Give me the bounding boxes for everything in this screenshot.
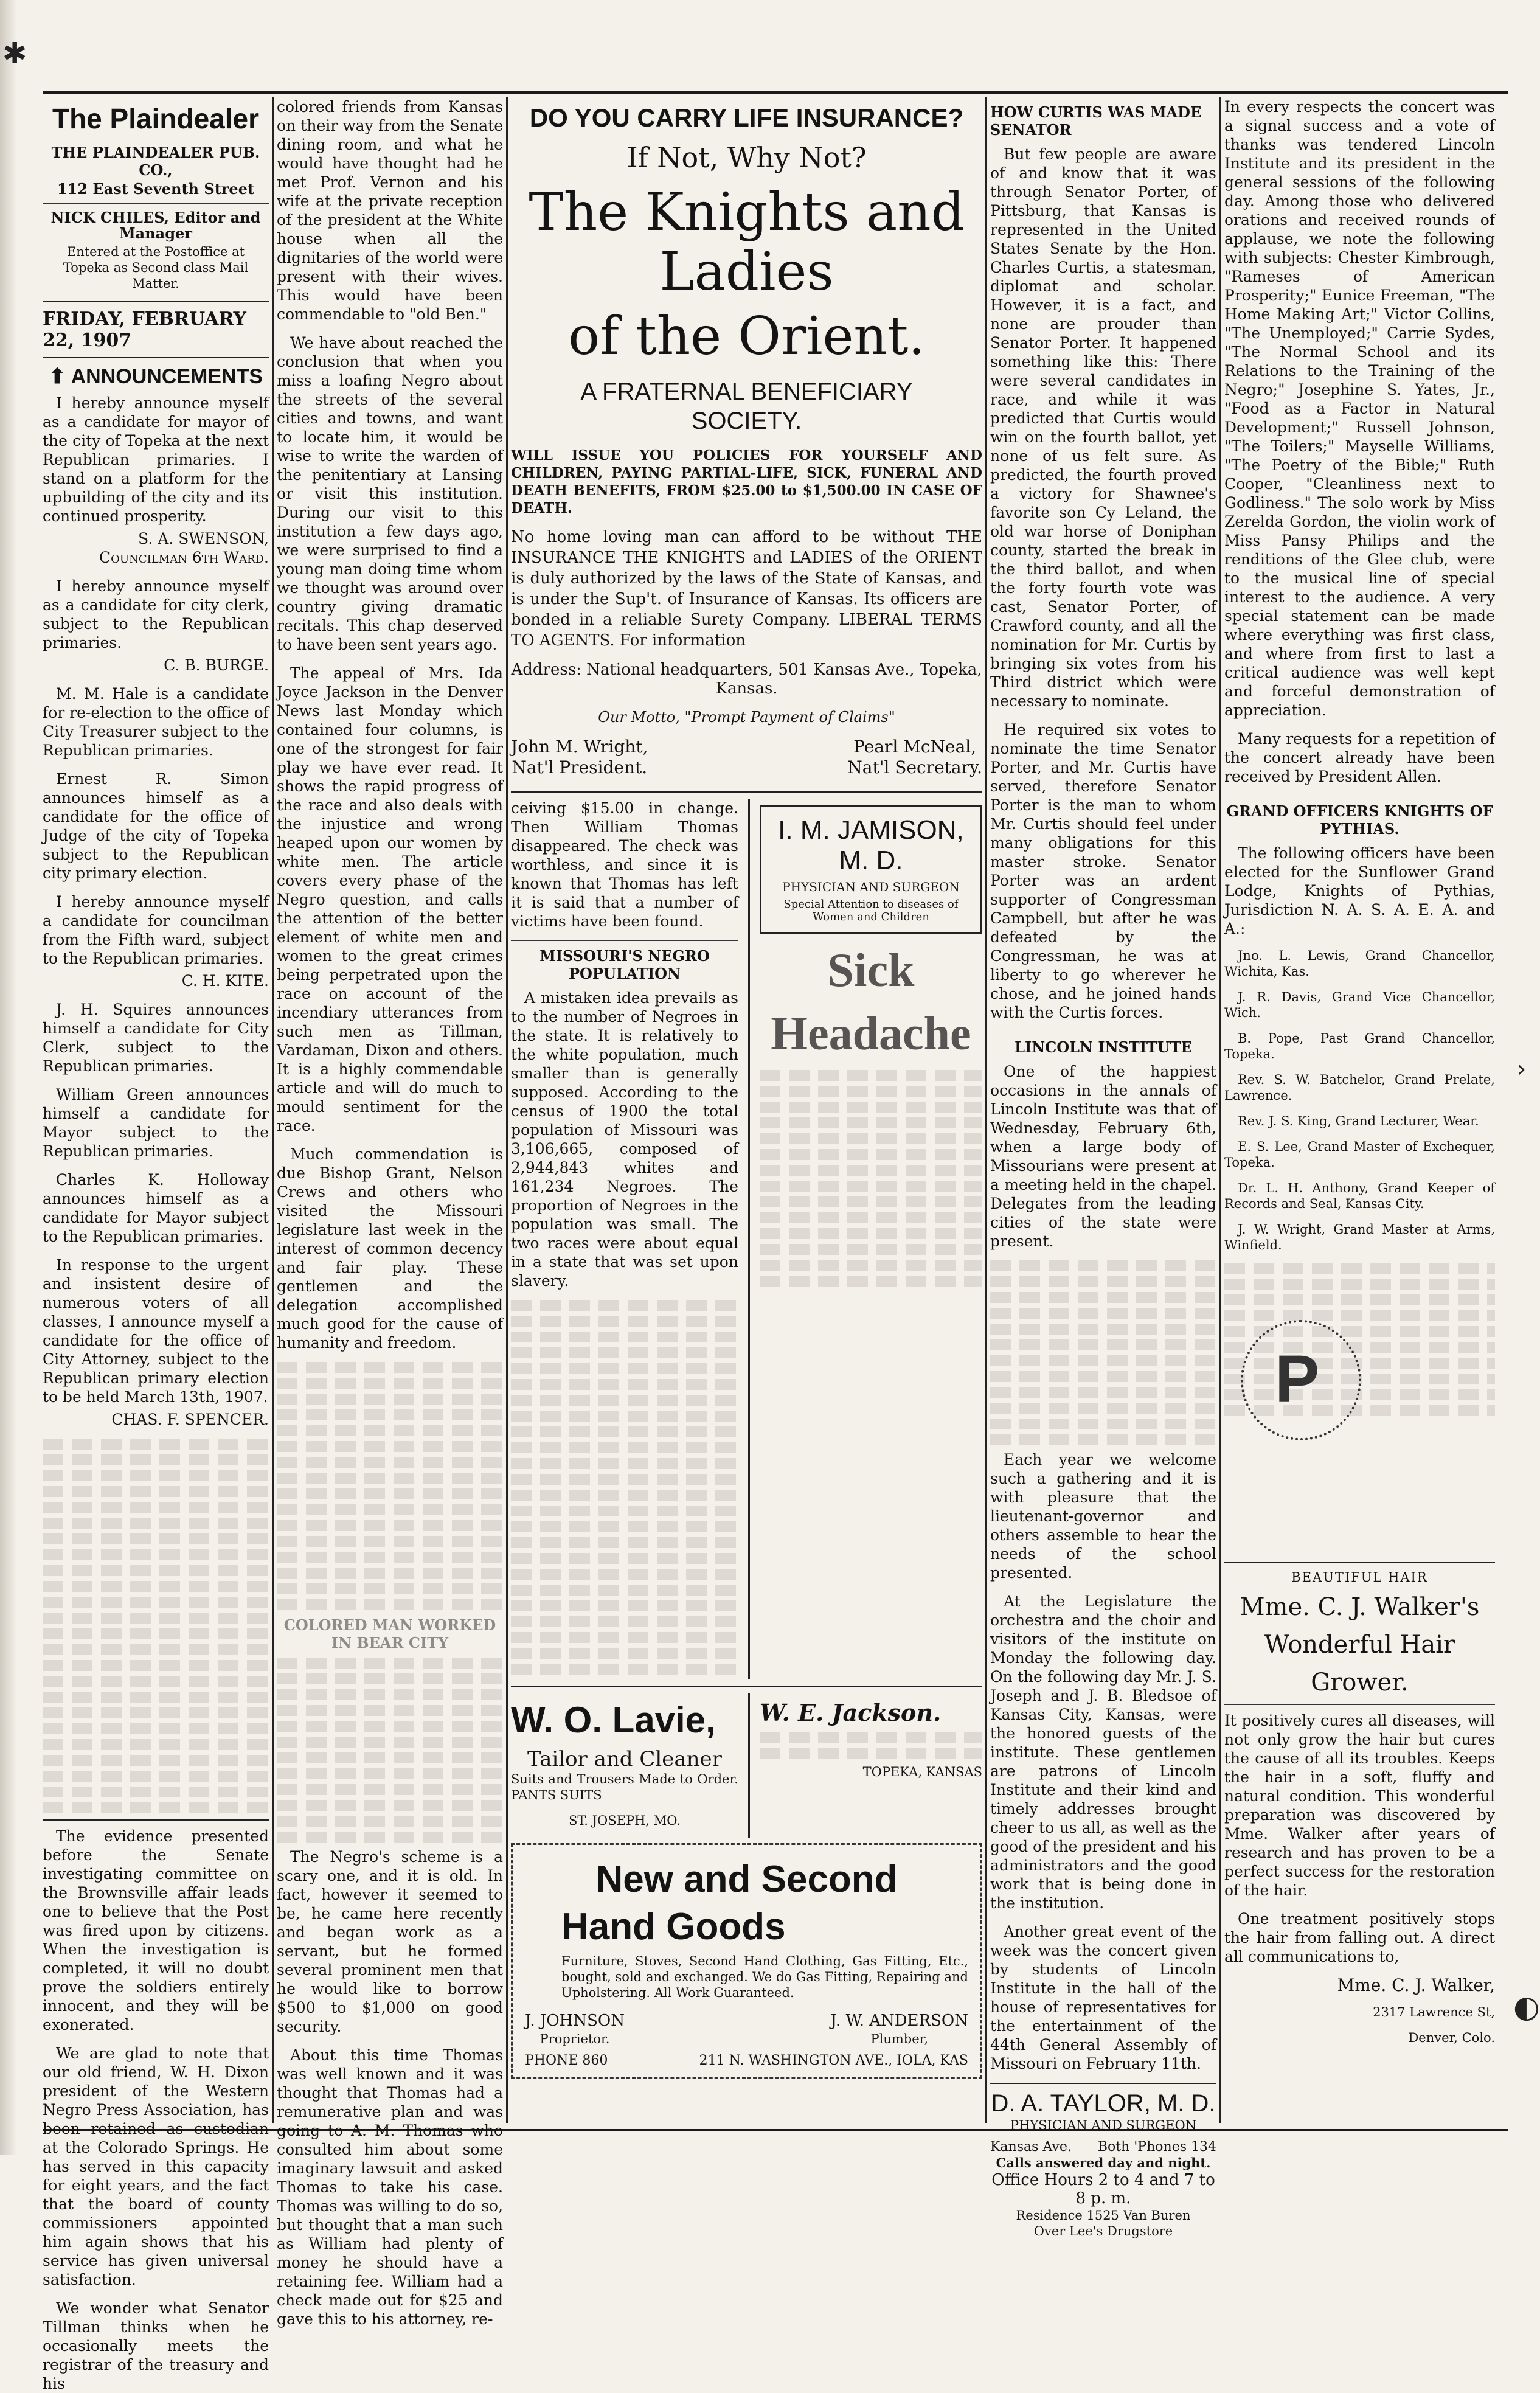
secondhand-ad-plumber-title: Plumber, [870,2032,929,2046]
article-paragraph: He required six votes to nominate the time Senator Porter, and Mr. Curtis have served, therefore Senator Porter is the man to whom Mr. Curtis should feel under many obligations for this master stroke. Senator Porter was an ardent supporter of Congressman Campbell, but after he was defeated by the Congressman, he was at liberty to go wherever he chose, and he joined hands with the Curtis forces. [990,721,1216,1021]
insurance-ad-title: DO YOU CARRY LIFE INSURANCE? [529,103,964,132]
walker-ad-signature: Mme. C. J. Walker, [1337,1975,1495,1995]
insurance-ad [511,103,982,778]
taylor-ad-phone: Both 'Phones 134 [1097,2139,1216,2155]
masthead-entry: Entered at the Postoffice at Topeka as Second class Mail Matter. [63,245,249,291]
column-rule [985,97,987,2123]
editorial-paragraph: Much commendation is due Bishop Grant, Nelson Crews and others who visited the Missouri legislature last week in the interest of common decency and fair play. These gentlemen and the delegation accomplished much good for the cause of humanity and freedom. [277,1145,503,1352]
column-5 [1224,97,1495,2123]
insurance-ad-society-line1: A FRATERNAL BENEFICIARY [580,378,913,405]
announcement [43,684,269,760]
inner-column-rule [748,799,750,1679]
article-heading: MISSOURI'S NEGRO POPULATION [539,947,710,982]
editorial-paragraph: ceiving $15.00 in change. Then William Thomas disappeared. The check was worthless, and since it is known that Thomas has left it is said that a number of victims have been found. [511,799,738,930]
announcement-signature: S. A. SWENSON, Councilman 6th Ward. [99,530,269,566]
sick-headache-ad [760,943,982,1287]
jamison-ad-name: I. M. JAMISON, M. D. [778,815,964,875]
walker-ad-title-line3: Grower. [1311,1669,1409,1697]
announcement [43,577,269,675]
insurance-ad-policies: WILL ISSUE YOU POLICIES FOR YOURSELF AND CHILDREN, PAYING PARTIAL-LIFE, SICK, FUNERAL AND DEATH BENEFITS, FROM $25.00 to $1,500.00 IN CASE OF DEATH. [511,447,982,516]
announcement-text: I hereby announce myself as a candidate for city clerk, subject to the Republican primaries. [43,577,269,651]
masthead-editor: NICK CHILES, Editor and Manager [50,209,261,242]
sick-headache-line2: Headache [771,1007,971,1060]
article-paragraph: Another great event of the week was the concert given by students of Lincoln Institute in the hall of the house of representatives for the entertainment of the 44th General Assembly of Missouri on February 11th. [990,1923,1216,2072]
masthead-title: The Plaindealer [52,103,259,134]
taylor-ad-location: Over Lee's Drugstore [1033,2224,1173,2238]
walker-ad [1224,1569,1495,2046]
jamison-ad-note: Special Attention to diseases of Women and Children [783,898,959,923]
column-rule [1219,97,1221,2123]
lavie-ad-address: ST. JOSEPH, MO. [568,1813,681,1828]
taylor-ad-residence: Residence 1525 Van Buren [1016,2208,1191,2223]
article-heading: COLORED MAN WORKED IN BEAR CITY [283,1616,496,1651]
announcements-heading: ⬆ ANNOUNCEMENTS [48,365,263,388]
article-paragraph: But few people are aware of and know that it was through Senator Porter, of Pittsburg, that Kansas is represented in the United States Senate by the Hon. Charles Curtis, a statesman, diplomat and scholar. However, it is a fact, and none are prouder than Senator Porter. It happened something like this: There were several candidates in race, and while it was predicted that Curtis would win on the fourth ballot, yet none of us felt sure. As predicted, the fourth proved a victory for Shawnee's favorite son Cy Leland, the old war horse of Doniphan county, started the break in the third ballot, and when the forty fourth vote was cast, Senator Porter, of Crawford county, and all the nomination for Mr. Curtis by bringing six votes from his Third district which were necessary to nominate. [990,145,1216,710]
jackson-ad-city: TOPEKA, KANSAS [862,1765,982,1779]
insurance-ad-name-line1: The Knights and Ladies [529,182,965,302]
library-stamp [1241,1320,1361,1440]
announcement-text: I hereby announce myself as a candidate for mayor of the city of Topeka at the next Republican primaries. I stand on a platform for the upbuilding of the city and its continued prosperity. [43,394,269,525]
illegible-text [43,1439,269,1813]
secondhand-ad-title-line2: Hand Goods [561,1906,786,1948]
taylor-ad-address: Kansas Ave. [990,2139,1072,2155]
lavie-ad-line: Tailor and Cleaner [527,1747,722,1771]
walker-ad-title-line1: Mme. C. J. Walker's [1240,1593,1480,1621]
insurance-ad-secretary [847,737,982,778]
insurance-ad-address: Address: National headquarters, 501 Kansas Ave., Topeka, Kansas. [511,661,982,698]
article-heading: HOW CURTIS WAS MADE SENATOR [990,103,1202,139]
walker-ad-outro: One treatment positively stops the hair from falling out. A direct all communications to, [1224,1910,1495,1965]
announcement-signature: CHAS. F. SPENCER. [111,1411,269,1428]
officer-entry: B. Pope, Past Grand Chancellor, Topeka. [1224,1031,1495,1061]
secondhand-ad-plumber-name: J. W. ANDERSON [830,2012,968,2030]
masthead-address: 112 East Seventh Street [57,180,255,198]
lavie-ad [511,1693,738,1838]
secondhand-ad-proprietor [525,2010,625,2047]
secondhand-ad-names [525,2010,968,2047]
illegible-text [760,1732,982,1759]
taylor-ad-name: D. A. TAYLOR, M. D. [991,2090,1216,2117]
top-rule [43,91,1508,94]
illegible-text [277,1658,503,1843]
column-1 [43,97,269,2392]
secondhand-ad-phone: PHONE 860 [525,2053,608,2068]
editorial-paragraph: We are glad to note that our old friend, W. H. Dixon president of the Western Negro Press Association, has been retained as custodian at the Colorado Springs. He has served in this capacity for eight years, and the fact that the board of county commissioners appointed him again shows that his service has given universal satisfaction. [43,2044,269,2288]
announcement-signature: C. B. BURGE. [164,656,269,674]
lavie-ad-detail: Suits and Trousers Made to Order. PANTS SUITS [511,1772,738,1802]
secondhand-ad-proprietor-name: J. JOHNSON [525,2012,625,2030]
illegible-text [511,1300,738,1675]
column-4 [990,97,1216,2238]
insurance-ad-society [511,377,982,436]
taylor-ad-calls: Calls answered day and night. [996,2155,1211,2170]
article-heading: GRAND OFFICERS KNIGHTS OF PYTHIAS. [1226,802,1493,838]
officer-entry: J. R. Davis, Grand Vice Chancellor, Wich. [1224,990,1495,1020]
announcements-heading-text: ANNOUNCEMENTS [71,365,263,388]
column-3-left [511,799,738,1679]
announcement [43,769,269,883]
stamp-letter: P [1275,1342,1320,1417]
announcement-text: Charles K. Holloway announces himself as a candidate for Mayor subject to the Republican primaries. [43,1171,269,1245]
secondhand-ad-detail: Furniture, Stoves, Second Hand Clothing, Gas Fitting, Etc., bought, sold and exchanged. We do Gas Fitting, Repairing and Upholstering. All Work Guaranteed. [561,1954,968,2000]
insurance-ad-secretary-title: Nat'l Secretary. [847,757,982,777]
scan-mark-right: ◐ [1513,1989,1540,2024]
article-paragraph: Each year we welcome such a gathering and it is with pleasure that the lieutenant-governor and others assemble to hear the needs of the school presented. [990,1451,1216,1582]
secondhand-ad-footer [525,2053,968,2068]
secondhand-ad [511,1843,982,2079]
officer-entry: E. S. Lee, Grand Master of Exchequer, Topeka. [1224,1139,1495,1170]
secondhand-ad-address: 211 N. WASHINGTON AVE., IOLA, KAS [699,2053,968,2068]
jackson-ad [760,1693,982,1838]
editorial-paragraph: The evidence presented before the Senate investigating committee on the Brownsville affair leads one to believe that the Post was fired upon by citizens. When the investigation is completed, it will no doubt prove the soldiers entirely innocent, and they will be exonerated. [43,1827,269,2034]
illegible-text [990,1260,1216,1445]
announcement-text: M. M. Hale is a candidate for re-election to the office of City Treasurer subject to the Republican primaries. [43,685,269,759]
secondhand-ad-plumber [831,2010,968,2047]
column-rule [272,97,274,2123]
column-rule [506,97,508,2123]
announcement [43,394,269,567]
announcement [43,1000,269,1075]
illegible-text [277,1362,503,1610]
announcement-text: Ernest R. Simon announces himself as a candidate for the office of Judge of the city of Topeka subject to the Republican city primary election. [43,770,269,882]
secondhand-ad-title-line1: New and Second [595,1858,898,1900]
announcement-signature: C. H. KITE. [181,972,269,990]
inner-column-rule [748,1693,750,1838]
officer-entry: Rev. J. S. King, Grand Lecturer, Wear. [1238,1114,1479,1128]
editorial-paragraph: The Negro's scheme is a scary one, and it is old. In fact, however it seemed to be, he came here recently and began work as a servant, but he formed several prominent men that he would like to borrow $500 to $1,000 on good security. [277,1848,503,2035]
column-3 [511,97,982,2123]
issue-date: FRIDAY, FEBRUARY 22, 1907 [43,308,246,351]
insurance-ad-secretary-name: Pearl McNeal, [853,737,977,757]
column-3-right [760,799,982,1679]
insurance-ad-body: No home loving man can afford to be without THE INSURANCE THE KNIGHTS and LADIES of the ORIENT is duly authorized by the laws of the State of Kansas, and is under the Sup't. of Insurance of Kansas. Its officers are bonded in a reliable Surety Company. LIBERAL TERMS TO AGENTS. For information [511,528,982,650]
insurance-ad-motto: Our Motto, "Prompt Payment of Claims" [598,709,895,726]
jamison-ad-title: PHYSICIAN AND SURGEON [782,880,960,894]
illegible-text [760,1070,982,1287]
editorial-paragraph: We have about reached the conclusion that when you miss a loafing Negro about the streets of the several cities and towns, and want to locate him, it would be wise to write the warden of the penitentiary at Lansing or visit this institution. During our visit to this institution a few days ago, we were surprised to find a young man doing time whom we thought was around over country giving dramatic recitals. This chap deserved to have been sent years ago. [277,334,503,653]
announcement-text: In response to the urgent and insistent desire of numerous voters of all classes, I announce myself a candidate for the office of City Attorney, subject to the Republican primary election to be held March 13th, 1907. [43,1256,269,1406]
insurance-ad-president [511,737,648,778]
sick-headache-line1: Sick [827,943,915,996]
walker-ad-kicker: BEAUTIFUL HAIR [1291,1570,1428,1585]
walker-ad-text: It positively cures all diseases, will not only grow the hair but cures the cause of all its troubles. Keeps the hair in a soft, fluffy and natural condition. This wonderful preparation was discovered by Mme. Walker after years of research and has proven to be a perfect success for the restoration of the hair. [1224,1712,1495,1899]
announcement [43,1085,269,1161]
insurance-ad-president-name: John M. Wright, [511,737,648,757]
article-paragraph: In every respects the concert was a signal success and a vote of thanks was tendered Lincoln Institute and its president in the general sessions of the following day. Among those who delivered orations and received rounds of applause, we note the following with subjects: Chester Kimbrough, "Rameses of American Prosperity;" Eunice Freeman, "The Home Making Art;" Victor Collins, "The Unemployed;" Carrie Sydes, "The Normal School and its Relations to the Training of the Negro;" Josephine S. Yates, Jr., "Food as a Factor in Natural Development;" Russell Johnson, "The Toilers;" Mayselle Williams, "The Poetry of the Bible;" Ruth Cooper, "Cleanliness next to Godliness." The solo work by Miss Zerelda Gordon, the violin work of Miss Pansy Philips and the renditions of the Glee club, were to the musical line of special interest to the audience. A very special statement can be made where everything was first class, and where from first to last a critical audience was well kept and forceful demonstration of appreciation. [1224,98,1495,719]
article-paragraph: A mistaken idea prevails as to the number of Negroes in the state. It is relatively to the white population, much smaller than is generally supposed. According to the census of 1900 the total population of Missouri was 3,106,665, composed of 2,944,843 whites and 161,234 Negroes. The proportion of Negroes in the population was small. The two races were about equal in a state that was set upon slavery. [511,989,738,1290]
lavie-ad-name: W. O. Lavie, [511,1700,716,1740]
taylor-ad-contact [990,2139,1216,2155]
article-paragraph: One of the happiest occasions in the annals of Lincoln Institute was that of Wednesday, February 6th, when a large body of Missourians were present at a meeting held in the chapel. Delegates from the leading cities of the state were present. [990,1063,1216,1250]
announcement [43,892,269,990]
article-paragraph: The following officers have been elected for the Sunflower Grand Lodge, Knights of Pythias, Jurisdiction N. A. S. A. E. A. and A.: [1224,844,1495,937]
editorial-paragraph: The appeal of Mrs. Ida Joyce Jackson in the Denver News last Monday which contained four columns, is one of the strongest for fair play we have ever read. It shows the rapid progress of the race and also deals with the injustice and wrong heaped upon our women by white men. The article covers every phase of the Negro question, and calls the attention of the better element of white men and women to the great crimes being perpetrated upon the race on account of the incendiary utterances from such men as Tillman, Vardaman, Dixon and others. It is a highly commendable article and will do much to mould sentiment for the race. [277,664,503,1134]
officer-entry: Dr. L. H. Anthony, Grand Keeper of Records and Seal, Kansas City. [1224,1181,1495,1211]
editorial-paragraph: About this time Thomas was well known and it was thought that Thomas had a remunerative plan and was going to A. M. Thomas who consulted him about some imaginary lawsuit and asked Thomas to take his case. Thomas was willing to do so, but thought that a man such as William had plenty of money he should have a retaining fee. William had a check made out for $25 and gave this to his attorney, re- [277,2046,503,2328]
editorial-paragraph: colored friends from Kansas on their way from the Senate dining room, and what he would have thought had he met Prof. Vernon and his wife at the private reception of the president at the White house when all the dignitaries of the world were present with their wives. This would have been commendable to "old Ben." [277,98,503,323]
announcement-text: William Green announces himself a candidate for Mayor subject to the Republican primaries. [43,1086,269,1160]
scan-mark-left: ✱ [2,36,27,71]
taylor-ad-hours: Office Hours 2 to 4 and 7 to 8 p. m. [991,2171,1215,2207]
secondhand-ad-proprietor-title: Proprietor. [539,2032,610,2046]
officer-entry: Rev. S. W. Batchelor, Grand Prelate, Lawrence. [1224,1072,1495,1103]
jackson-ad-name: W. E. Jackson. [759,1699,942,1726]
editorial-paragraph: We wonder what Senator Tillman thinks when he occasionally meets the registrar of the treasury and his [43,2299,269,2392]
walker-ad-address2: Denver, Colo. [1408,2030,1495,2045]
column-2 [277,97,503,2328]
scan-mark-right-arrow: › [1517,1055,1527,1082]
jamison-ad [760,805,982,934]
taylor-ad-title: PHYSICIAN AND SURGEON [1010,2118,1197,2133]
article-paragraph: At the Legislature the orchestra and the choir and visitors of the institute on Monday the following day. On the following day Mr. J. S. Joseph and J. B. Bledsoe of Kansas City, Kansas, were the honored guests of the institute. These gentlemen are patrons of Lincoln Institute and their kind and timely addresses brought cheer to us all, as well as the good of the president and his administrators and the good work that is being done in the institution. [990,1592,1216,1912]
announcement [43,1256,269,1429]
announcement-text: J. H. Squires announces himself a candidate for City Clerk, subject to the Republican primaries. [43,1001,269,1075]
insurance-ad-question: If Not, Why Not? [626,141,867,174]
announcement-text: I hereby announce myself a candidate for councilman from the Fifth ward, subject to the Republican primaries. [43,893,269,967]
officer-entry: J. W. Wright, Grand Master at Arms, Winfield. [1224,1222,1495,1252]
insurance-ad-name-line2: of the Orient. [568,306,925,367]
insurance-ad-officers [511,737,982,778]
officer-entry: Jno. L. Lewis, Grand Chancellor, Wichita, Kas. [1224,948,1495,979]
scan-edge [0,0,17,2155]
masthead-publisher: THE PLAINDEALER PUB. CO., [51,144,260,179]
insurance-ad-society-line2: SOCIETY. [691,408,802,434]
walker-ad-address1: 2317 Lawrence St, [1373,2005,1495,2020]
walker-ad-title-line2: Wonderful Hair [1264,1631,1455,1659]
article-heading: LINCOLN INSTITUTE [1015,1038,1192,1056]
announcement [43,1170,269,1246]
taylor-ad [990,2090,1216,2239]
article-paragraph: Many requests for a repetition of the concert already have been received by President Allen. [1224,730,1495,785]
insurance-ad-president-title: Nat'l President. [512,757,648,777]
